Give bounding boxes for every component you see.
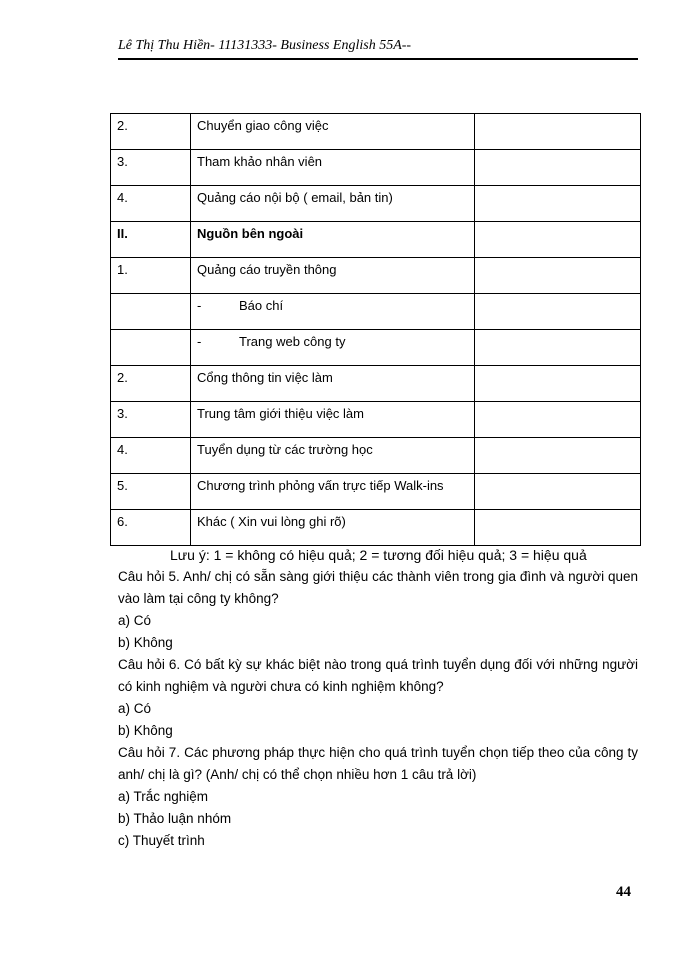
row-value <box>475 330 641 366</box>
table-row <box>111 114 641 150</box>
section-number: II. <box>111 222 191 258</box>
questions-section <box>118 566 638 852</box>
question-7: Câu hỏi 7. Các phương pháp thực hiện cho quá trình tuyển chọn tiếp theo của công ty anh/ chị là gì? (Anh/ chị có thể chọn nhiều hơn 1 câu trả lời) <box>118 745 638 782</box>
table-row <box>111 438 641 474</box>
rating-note: Lưu ý: 1 = không có hiệu quả; 2 = tương đối hiệu quả; 3 = hiệu quả <box>170 547 587 563</box>
table-row <box>111 258 641 294</box>
row-number: 3. <box>111 150 191 186</box>
row-sub-item <box>191 294 475 330</box>
table-row <box>111 294 641 330</box>
row-value <box>475 402 641 438</box>
row-number: 6. <box>111 510 191 546</box>
page-header: Lê Thị Thu Hiền- 11131333- Business English 55A-- <box>118 38 412 53</box>
table-row <box>111 150 641 186</box>
row-label: Cổng thông tin việc làm <box>191 366 475 402</box>
row-label: Báo chí <box>239 298 284 313</box>
question-6-option-a: a) Có <box>118 701 152 716</box>
row-value <box>475 114 641 150</box>
row-number: 4. <box>111 186 191 222</box>
row-number <box>111 294 191 330</box>
row-value <box>475 294 641 330</box>
table-row <box>111 186 641 222</box>
row-label: Tuyển dụng từ các trường học <box>191 438 475 474</box>
row-label: Chương trình phỏng vấn trực tiếp Walk-ins <box>191 474 475 510</box>
question-6-option-b: b) Không <box>118 723 173 738</box>
question-5-option-b: b) Không <box>118 635 173 650</box>
row-label: Trang web công ty <box>239 334 346 349</box>
row-number: 2. <box>111 114 191 150</box>
row-number: 2. <box>111 366 191 402</box>
table-row <box>111 510 641 546</box>
table-row <box>111 402 641 438</box>
row-value <box>475 438 641 474</box>
row-value <box>475 222 641 258</box>
row-value <box>475 474 641 510</box>
row-value <box>475 510 641 546</box>
row-label: Trung tâm giới thiệu việc làm <box>191 402 475 438</box>
row-value <box>475 150 641 186</box>
dash-bullet: - <box>197 298 202 313</box>
row-value <box>475 258 641 294</box>
question-7-option-a: a) Trắc nghiệm <box>118 789 209 804</box>
row-number <box>111 330 191 366</box>
header-rule <box>118 58 638 60</box>
row-label: Chuyển giao công việc <box>191 114 475 150</box>
row-number: 4. <box>111 438 191 474</box>
dash-bullet: - <box>197 334 202 349</box>
recruitment-sources-table <box>110 113 641 546</box>
table-section-row <box>111 222 641 258</box>
row-label: Quảng cáo nội bộ ( email, bản tin) <box>191 186 475 222</box>
row-number: 5. <box>111 474 191 510</box>
question-5: Câu hỏi 5. Anh/ chị có sẵn sàng giới thiệu các thành viên trong gia đình và người quen vào làm tại công ty không? <box>118 569 638 606</box>
row-sub-item <box>191 330 475 366</box>
table-row <box>111 366 641 402</box>
question-7-option-c: c) Thuyết trình <box>118 833 205 848</box>
question-7-option-b: b) Thảo luận nhóm <box>118 811 232 826</box>
page-number: 44 <box>616 884 631 900</box>
table-row <box>111 330 641 366</box>
row-label: Khác ( Xin vui lòng ghi rõ) <box>191 510 475 546</box>
row-value <box>475 186 641 222</box>
row-label: Quảng cáo truyền thông <box>191 258 475 294</box>
table-row <box>111 474 641 510</box>
row-number: 1. <box>111 258 191 294</box>
question-6: Câu hỏi 6. Có bất kỳ sự khác biệt nào trong quá trình tuyển dụng đối với những người có kinh nghiệm và người chưa có kinh nghiệm không? <box>118 657 638 694</box>
row-number: 3. <box>111 402 191 438</box>
row-value <box>475 366 641 402</box>
section-title: Nguồn bên ngoài <box>191 222 475 258</box>
question-5-option-a: a) Có <box>118 613 152 628</box>
row-label: Tham khảo nhân viên <box>191 150 475 186</box>
